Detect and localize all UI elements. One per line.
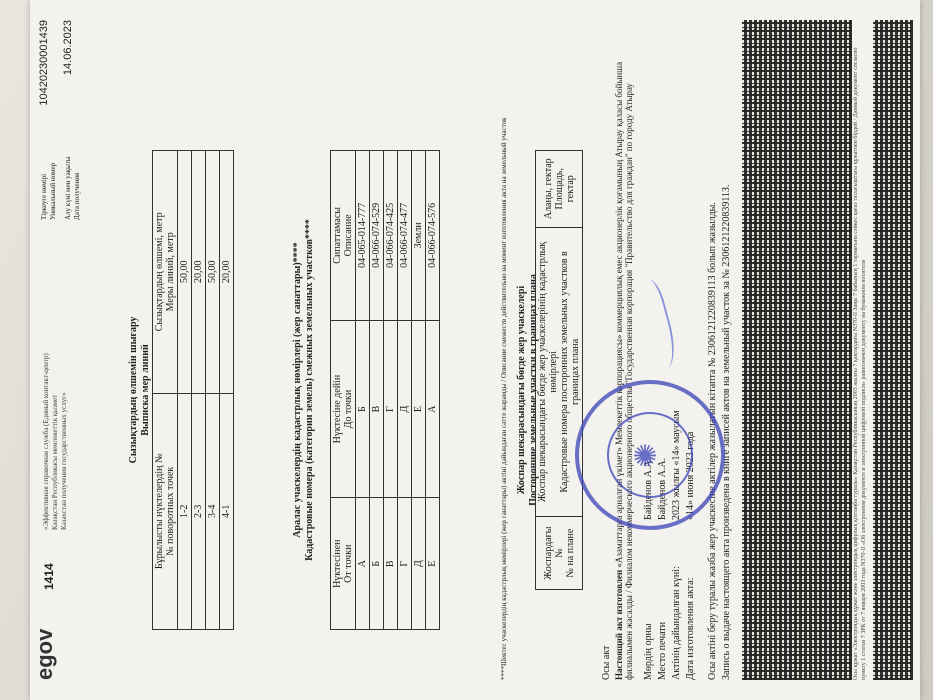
- section2-title: Аралас учаскелердің кадастрлық нөмірлері (жер санаттары)**** Кадастровые номера (категории земель) смежных земельных участков****: [292, 219, 315, 561]
- table-row: Е А 04-066-074-576: [426, 151, 440, 630]
- footer-legal-note: Осы құжат «Электрондық құжат және электрондық цифрлық қолтаңба туралы» Қазақстан Республикасының 2003 жылғы 7 қаңтардағы N370-II Заңы 7 бабының 1 тармағына сәйкес қағаз тасығыштағы құжатпен бірдей / Данный документ согласно пункту 1 статьи 7 ЗРК от 7 января 2003 года N370-II «Об электронном документе и электронной цифровой подписи» равнозначен документу на бумажном носителе: [853, 47, 867, 680]
- date-label-ru: Дата получения: [73, 172, 81, 220]
- service-description: «Эффективная справочная служба (Единый контакт-центр) Казақстан Республикасы мемлекеттік қызмет Казахстан получения государственных услуг»: [42, 353, 68, 530]
- hotline-number: 1414: [42, 563, 56, 590]
- registry-record-kz: Осы актіні беру туралы жазба жер учаскесіне актілер жазылатын кітапта № 230612122083911З болып жазылды.: [707, 202, 718, 680]
- act-body: Осы акт Настоящий акт изготовлен «Азаматтарға арналған үкімет» Мемлекеттік корпорациясы» коммерциялық емес акционерлік қоғамының Атырау қаласы бойынша филиалымен жасалды / Филиалом некоммерческого акционерного общества "Государственная корпорация "Правительство для граждан" по городу Атырау Мөрдің орны Байденов А.А. Место печати Байденов А.А. Актінің дайындалған күні: 2023 жылғы «14» маусым Дата изготовления акта: «14» июня 2023 года Осы актіні беру туралы жазба жер учаскесіне актілер жазылатын кітапта № 230612122083911З болып жазылды. Запись о выдаче настоящего акта произведена в книге записей актов на земельный участок за № 230612122083911З.: [600, 40, 734, 680]
- land-plot-act-document: [30, 0, 920, 700]
- qr-code-strip-bottom: [873, 20, 913, 680]
- emblem-icon: ✺: [630, 442, 663, 468]
- table-row: Д Е Земли: [412, 151, 426, 630]
- egov-logo: egov: [32, 628, 57, 680]
- signer-1: Байденов А.А.: [643, 457, 654, 520]
- round-seal-stamp: [575, 380, 725, 530]
- qr-code-strip: [742, 20, 852, 680]
- line-measures-table: [152, 150, 234, 630]
- table-row: 4-1 20,00: [220, 151, 234, 630]
- table-row: Б В 04-066-074-529: [370, 151, 384, 630]
- adjacency-note: ****Шектес учаскелердің кадастрлық нөмірлері (жер санаттары) актіні дайындаған сәтте жарамды / Описание смежеств действительно на момент изготовления акта на земельный участок: [500, 117, 508, 680]
- reg-label-kz: Тіркеуге нөмірі: [40, 173, 48, 220]
- reg-label-ru: Уникальный номер: [49, 162, 57, 220]
- table-row: 2-3 20,00: [192, 151, 206, 630]
- signer-2: Байденов А.А.: [657, 457, 668, 520]
- table-header: Жоспардағы № № на плане Жоспар шекарасындағы бөгде жер учаскелерінің кадастрлық нөмірлері Кадастровые номера посторонних земельных участков в границах плана Алаңы, гектар Площадь, гектар: [536, 151, 583, 590]
- registry-record-ru: Запись о выдаче настоящего акта произведена в книге записей актов на земельный участок за № 230612122083911З.: [721, 184, 732, 680]
- received-date: 14.06.2023: [62, 20, 74, 76]
- registration-block: [40, 20, 82, 220]
- reg-number: 10420230001439: [38, 20, 50, 106]
- act-date-kz: 2023 жылғы «14» маусым: [671, 410, 682, 520]
- table-header: Бұрылысты нүктелердің № № поворотных точек Сызықтардың өлшемі, метр Меры линий, метр: [153, 151, 178, 630]
- table-row: А Б 04-065-014-777: [356, 151, 370, 630]
- foreign-plots-table: [535, 150, 583, 590]
- act-date-ru: «14» июня 2023 года: [685, 431, 696, 520]
- table-row: 3-4 50,00: [206, 151, 220, 630]
- table-header: Нүктесінен От точки Нүктесіне дейін До точки Сипаттамасы Описание: [331, 151, 356, 630]
- adjacent-plots-table: [330, 150, 440, 630]
- table-row: 1-2 50,00: [178, 151, 192, 630]
- act-label-kz: Осы акт: [601, 645, 612, 680]
- date-label-kz: Алу күні мен уақыты: [64, 156, 72, 220]
- section1-title: Сызықтардың өлшемін шығару Выписка мер линий: [128, 316, 151, 464]
- table-row: Г Д 04-066-074-477: [398, 151, 412, 630]
- section3-title: Жоспар шекарасындағы бөгде жер учаскелері Посторонние земельные участки в границах плана: [516, 274, 539, 506]
- table-row: В Г 04-066-074-425: [384, 151, 398, 630]
- document-header: [32, 20, 120, 680]
- act-statement: Настоящий акт изготовлен «Азаматтарға арналған үкімет» Мемлекеттік корпорациясы» коммерциялық емес акционерлік қоғамының Атырау қаласы бойынша филиалымен жасалды / Филиалом некоммерческого акционерного общества "Государственная корпорация "Правительство для граждан" по городу Атырау: [614, 61, 634, 680]
